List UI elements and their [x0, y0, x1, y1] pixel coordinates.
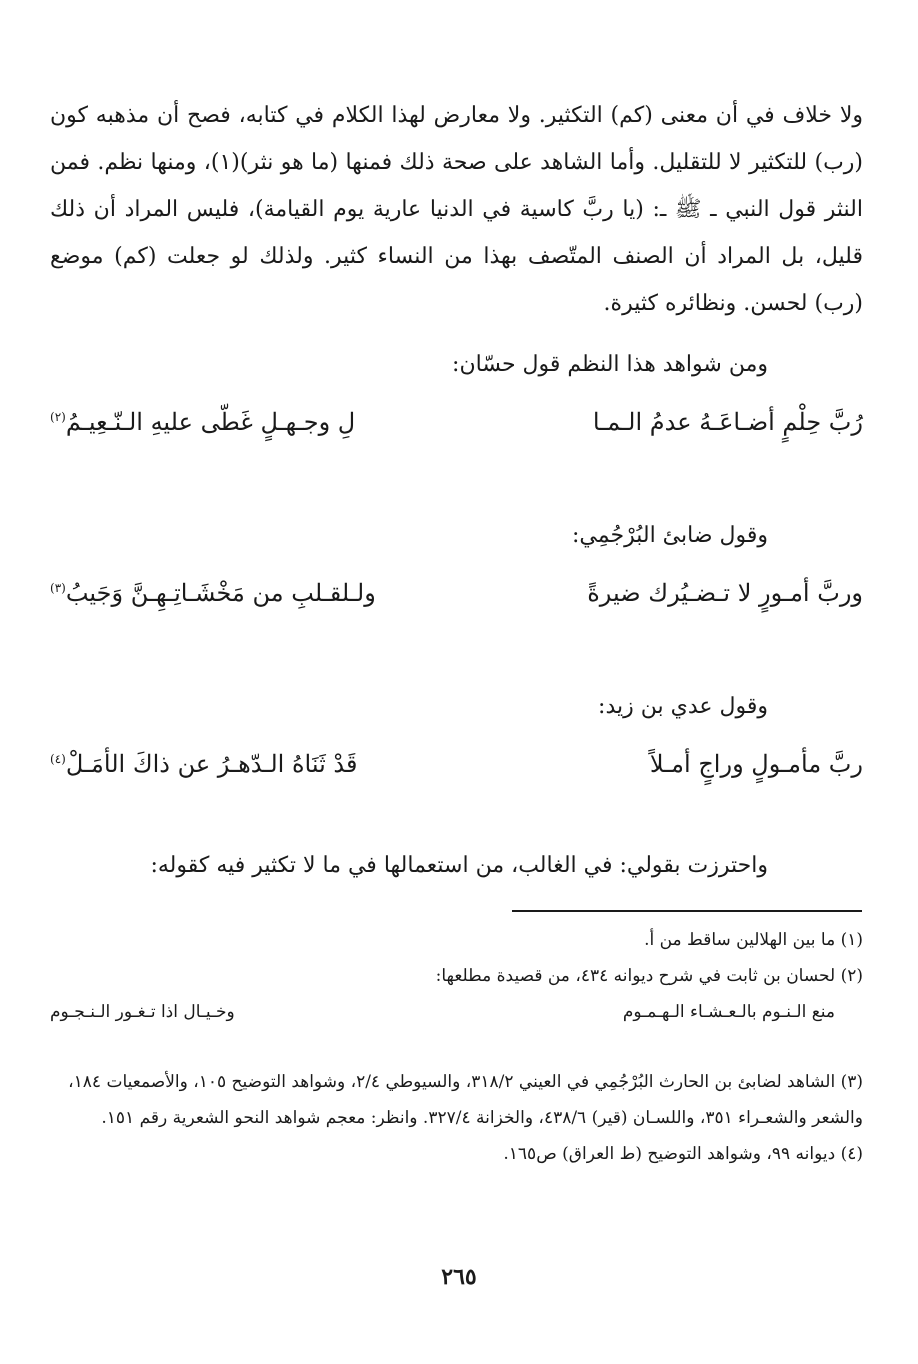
body-paragraph: ولا خلاف في أن معنى (كم) التكثير. ولا معارض لهذا الكلام في كتابه، فصح أن مذهبه كون (رب) للتكثير لا للتقليل. وأما الشاهد على صحة ذلك فمنها (ما هو نثر)(١)، ومنها نظم. فمن النثر قول النبي ـ ﷺ ـ: (يا ربَّ كاسية في الدنيا عارية يوم القيامة)، فليس المراد أن ذلك قليل، بل المراد أن الصنف المتّصف بهذا من النساء كثير. ولذلك لو جعلت (كم) موضع (رب) لحسن. ونظائره كثيرة.	[50, 103, 863, 316]
verse-intro-dhabi: وقول ضابئ البُرْجُمِي:	[572, 523, 768, 548]
main-text	[50, 92, 863, 886]
closing-line: واحترزت بقولي: في الغالب، من استعمالها في ما لا تكثير فيه كقوله:	[150, 853, 768, 878]
footnote-4: (٤) ديوانه ٩٩، وشواهد التوضيح (ط العراق) ص١٦٥.	[503, 1144, 863, 1164]
footnote-separator	[512, 910, 862, 912]
page-number: ٢٦٥	[441, 1264, 477, 1290]
verse-intro-hassan: ومن شواهد هذا النظم قول حسّان:	[452, 352, 768, 377]
footnote-marker: (٤)	[50, 752, 66, 766]
verse-dhabi	[50, 568, 863, 613]
verse-intro-adi: وقول عدي بن زيد:	[598, 694, 768, 719]
hemistich-second: لِ وجـهـلٍ غَطّى عليهِ الـنّـعِيـمُ$^{(٢)}$	[50, 408, 356, 436]
footnotes	[50, 922, 863, 1172]
hemistich-first: وربَّ أمـورٍ لا تـضـيُرك ضيرةً	[587, 579, 863, 607]
hemistich-first: رُبَّ حِلْمٍ أضـاعَـهُ عدمُ الـمـا	[592, 408, 863, 436]
footnote-2-hemistich-second: وخـيـال اذا تـغـور الـنـجـوم	[50, 1002, 235, 1022]
footnote-marker: (٢)	[50, 410, 66, 424]
footnote-2: (٢) لحسان بن ثابت في شرح ديوانه ٤٣٤، من قصيدة مطلعها:	[435, 966, 863, 986]
hemistich-first: ربَّ مأمـولٍ وراجٍ أمـلاً	[649, 750, 863, 778]
footnote-2-verse	[50, 994, 863, 1030]
footnote-marker: (٣)	[50, 581, 66, 595]
footnote-2-hemistich-first: منع الـنـوم بالـعـشـاء الـهـمـوم	[622, 1002, 835, 1022]
footnote-1: (١) ما بين الهلالين ساقط من أ.	[644, 930, 863, 950]
footnote-3: (٣) الشاهد لضابئ بن الحارث البُرْجُمِي في العيني ٣١٨/٢، والسيوطي ٢/٤، وشواهد التوضيح ١٠٥، والأصمعيات ١٨٤، والشعر والشعـراء ٣٥١، واللسـان (قير) ٤٣٨/٦، والخزانة ٣٢٧/٤. وانظر: معجم شواهد النحو الشعرية رقم ١٥١.	[68, 1072, 863, 1128]
verse-adi	[50, 739, 863, 784]
verse-hassan	[50, 397, 863, 442]
hemistich-second: قَدْ ثَنَاهُ الـدّهـرُ عن ذاكَ الأمَـلْ$^{(٤)}$	[50, 750, 358, 778]
hemistich-second: ولـلقـلبِ من مَخْشَـاتِـهِـنَّ وَجَيبُ$^{(٣)}$	[50, 579, 376, 607]
